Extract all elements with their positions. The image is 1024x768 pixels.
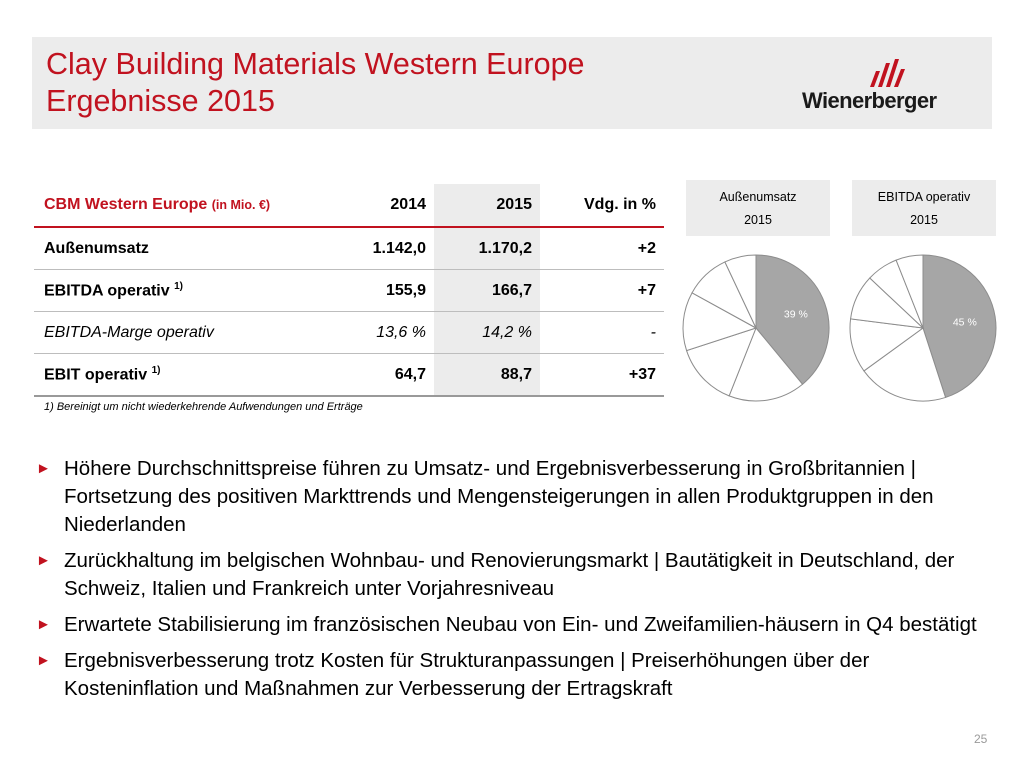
pie-subtitle: 2015 xyxy=(910,213,938,227)
row-value-2014: 1.142,0 xyxy=(332,227,434,270)
bullet-text: Höhere Durchschnittspreise führen zu Umsatz- und Ergebnisverbesserung in Großbritannien | Fortsetzung des positiven Markttrends und Mengensteigerungen in allen Produktgruppen in den Niederlanden xyxy=(64,457,934,536)
pie-slice-label: 45 % xyxy=(952,316,977,329)
table-header-row xyxy=(34,184,664,227)
header-2014: 2014 xyxy=(332,184,434,227)
bullet-text: Zurückhaltung im belgischen Wohnbau- und Renovierungsmarkt | Bautätigkeit in Deutschland, der Schweiz, Italien und Frankreich unter Vorjahresniveau xyxy=(64,549,955,600)
footnote-marker: 1) xyxy=(151,364,161,376)
table-row xyxy=(34,312,664,354)
ebitda-pie-chart xyxy=(846,253,1000,403)
row-value-2015: 166,7 xyxy=(434,270,540,312)
triangle-right-icon: ► xyxy=(36,652,51,669)
logo-wordmark: Wienerberger xyxy=(802,88,937,113)
title-line-1: Clay Building Materials Western Europe xyxy=(46,47,585,81)
row-label: Außenumsatz xyxy=(34,227,332,270)
row-value-2015: 88,7 xyxy=(434,354,540,397)
row-value-2014: 155,9 xyxy=(332,270,434,312)
bullet-item xyxy=(34,611,994,639)
page-number: 25 xyxy=(974,732,988,746)
header-2015: 2015 xyxy=(434,184,540,227)
key-points-list xyxy=(34,455,994,711)
header-change: Vdg. in % xyxy=(540,184,664,227)
pie-slice-label: 39 % xyxy=(783,308,808,321)
pie-header-revenue xyxy=(686,180,830,236)
triangle-right-icon: ► xyxy=(36,616,51,633)
row-change: - xyxy=(540,312,664,354)
triangle-right-icon: ► xyxy=(36,460,51,477)
triangle-right-icon: ► xyxy=(36,552,51,569)
results-table xyxy=(34,184,664,397)
row-change: +7 xyxy=(540,270,664,312)
table-row xyxy=(34,354,664,397)
pie-header-ebitda xyxy=(852,180,996,236)
footnote-marker: 1) xyxy=(174,280,184,292)
table-row xyxy=(34,227,664,270)
table-footnote: 1) Bereinigt um nicht wiederkehrende Aufwendungen und Erträge xyxy=(44,401,363,413)
bullet-text: Erwartete Stabilisierung im französischen Neubau von Ein- und Zweifamilien-häusern in Q4 bestätigt xyxy=(64,613,977,636)
title-bar xyxy=(32,37,992,129)
row-label: EBITDA operativ xyxy=(44,282,170,300)
row-value-2015: 1.170,2 xyxy=(434,227,540,270)
row-value-2014: 13,6 % xyxy=(332,312,434,354)
pie-subtitle: 2015 xyxy=(744,213,772,227)
bullet-item xyxy=(34,547,994,603)
revenue-pie-chart xyxy=(681,253,831,403)
row-value-2014: 64,7 xyxy=(332,354,434,397)
row-change: +2 xyxy=(540,227,664,270)
pie-title: EBITDA operativ xyxy=(877,190,971,204)
header-unit: (in Mio. €) xyxy=(211,198,271,212)
row-change: +37 xyxy=(540,354,664,397)
row-label: EBIT operativ xyxy=(44,366,148,384)
logo-mark-icon xyxy=(864,57,908,87)
row-value-2015: 14,2 % xyxy=(434,312,540,354)
table-row xyxy=(34,270,664,312)
header-label: CBM Western Europe xyxy=(44,196,208,213)
bullet-item xyxy=(34,647,994,703)
row-label-cell xyxy=(34,270,332,312)
bullet-text: Ergebnisverbesserung trotz Kosten für Strukturanpassungen | Preiserhöhungen über der Kosteninflation und Maßnahmen zur Verbesserung der Ertragskraft xyxy=(64,649,870,700)
company-logo xyxy=(802,57,987,119)
pie-title: Außenumsatz xyxy=(719,190,797,204)
row-label: EBITDA-Marge operativ xyxy=(34,312,332,354)
header-label-cell xyxy=(34,184,332,227)
row-label-cell xyxy=(34,354,332,397)
page-title xyxy=(46,46,585,120)
bullet-item xyxy=(34,455,994,539)
title-line-2: Ergebnisse 2015 xyxy=(46,84,275,118)
